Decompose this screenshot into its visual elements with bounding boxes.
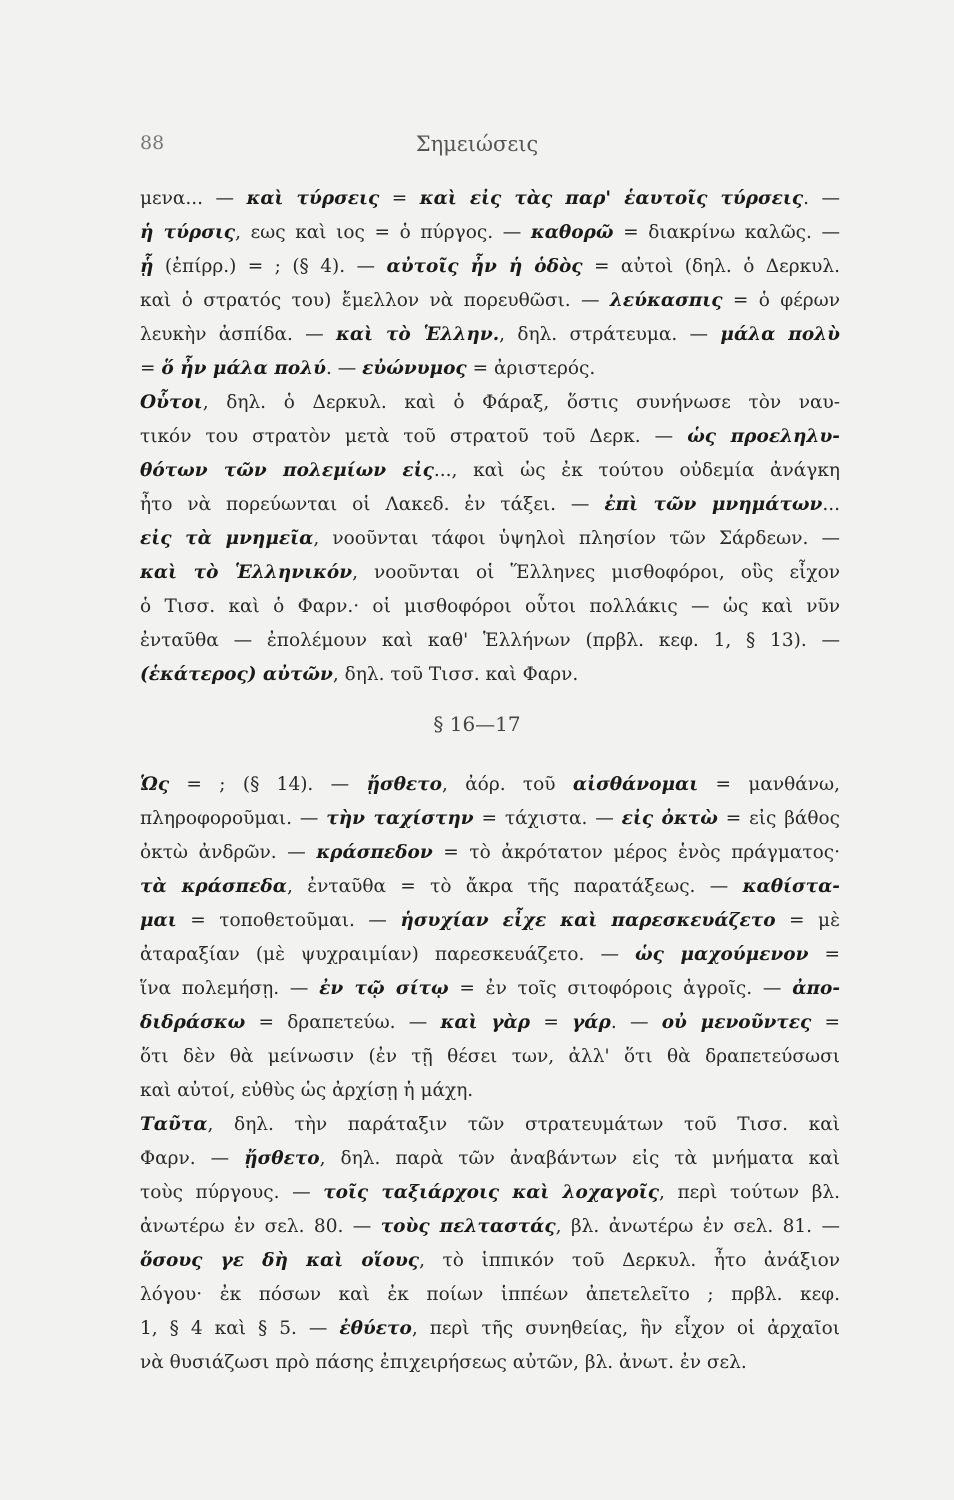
text-line: ἀταραξίαν (μὲ ψυχραιμίαν) παρεσκευάζετο. — ὡς μαχούμενον = [140, 944, 840, 965]
text-line: ἦτο νὰ πορεύωνται οἱ Λακεδ. ἐν τάξει. — ἐπὶ τῶν μνημάτων... [140, 494, 840, 515]
text-line: καὶ τὸ Ἑλληνικόν, νοοῦνται οἱ Ἕλληνες μισθοφόροι, οὓς εἶχον [140, 562, 840, 583]
text-line: διδράσκω = δραπετεύω. — καὶ γὰρ = γάρ. — οὐ μενοῦντες = [140, 1012, 840, 1033]
page-number: 88 [140, 132, 165, 154]
text-line: Φαρν. — ᾔσθετο, δηλ. παρὰ τῶν ἀναβάντων εἰς τὰ μνήματα καὶ [140, 1148, 840, 1169]
text-line: λόγου· ἐκ πόσων καὶ ἐκ ποίων ἱππέων ἀπετελεῖτο ; πρβλ. κεφ. [140, 1284, 840, 1305]
text-line: Ὡς = ; (§ 14). — ᾔσθετο, ἀόρ. τοῦ αἰσθάνομαι = μανθάνω, [140, 774, 840, 795]
text-line: πληροφοροῦμαι. — τὴν ταχίστην = τάχιστα. — εἰς ὀκτὼ = εἰς βάθος [140, 808, 840, 829]
text-line: ὀκτὼ ἀνδρῶν. — κράσπεδον = τὸ ἀκρότατον μέρος ἑνὸς πράγματος· [140, 842, 840, 863]
text-line: καὶ ὁ στρατός του) ἔμελλον νὰ πορευθῶσι. — λεύκασπις = ὁ φέρων [140, 290, 840, 311]
notes-block-1 [140, 182, 840, 692]
text-line: λευκὴν ἀσπίδα. — καὶ τὸ Ἑλλην., δηλ. στράτευμα. — μάλα πολὺ [140, 324, 840, 345]
text-line: εἰς τὰ μνημεῖα, νοοῦνται τάφοι ὑψηλοὶ πλησίον τῶν Σάρδεων. — [140, 528, 840, 549]
text-line: ὅτι δὲν θὰ μείνωσιν (ἐν τῇ θέσει των, ἀλλ' ὅτι θὰ δραπετεύσωσι [140, 1046, 840, 1067]
text-line: θότων τῶν πολεμίων εἰς..., καὶ ὡς ἐκ τούτου οὐδεμία ἀνάγκη [140, 460, 840, 481]
text-line: τικόν του στρατὸν μετὰ τοῦ στρατοῦ τοῦ Δερκ. — ὡς προεληλυ- [140, 426, 840, 447]
text-line: μαι = τοποθετοῦμαι. — ἡσυχίαν εἶχε καὶ παρεσκευάζετο = μὲ [140, 910, 840, 931]
notes-block-2 [140, 768, 840, 1380]
text-line: = ὅ ἦν μάλα πολύ. — εὐώνυμος = ἀριστερός. [140, 358, 596, 379]
text-line: Ταῦτα, δηλ. τὴν παράταξιν τῶν στρατευμάτων τοῦ Τισσ. καὶ [140, 1114, 840, 1135]
text-line: ἵνα πολεμήσῃ. — ἐν τῷ σίτῳ = ἐν τοῖς σιτοφόροις ἀγροῖς. — ἀπο- [140, 978, 840, 999]
text-line: ἡ τύρσις, εως καὶ ιος = ὁ πύργος. — καθορῶ = διακρίνω καλῶς. — [140, 222, 840, 243]
text-line: μενα... — καὶ τύρσεις = καὶ εἰς τὰς παρ' ἑαυτοῖς τύρσεις. — [140, 188, 840, 209]
running-title: Σημειώσεις [415, 132, 539, 156]
text-line: (ἑκάτερος) αὐτῶν, δηλ. τοῦ Τισσ. καὶ Φαρν. [140, 664, 579, 685]
text-line: νὰ θυσιάζωσι πρὸ πάσης ἐπιχειρήσεως αὐτῶν, βλ. ἀνωτ. ἐν σελ. [140, 1352, 747, 1373]
section-heading: § 16—17 [433, 712, 521, 736]
text-line: τὰ κράσπεδα, ἐνταῦθα = τὸ ἄκρα τῆς παρατάξεως. — καθίστα- [140, 876, 840, 897]
text-line: τοὺς πύργους. — τοῖς ταξιάρχοις καὶ λοχαγοῖς, περὶ τούτων βλ. [140, 1182, 840, 1203]
text-line: ὅσους γε δὴ καὶ οἵους, τὸ ἱππικόν τοῦ Δερκυλ. ἦτο ἀνάξιον [140, 1250, 840, 1271]
text-line: ἀνωτέρω ἐν σελ. 80. — τοὺς πελταστάς, βλ. ἀνωτέρω ἐν σελ. 81. — [140, 1216, 840, 1237]
text-line: ὁ Τισσ. καὶ ὁ Φαρν.· οἱ μισθοφόροι οὗτοι πολλάκις — ὡς καὶ νῦν [140, 596, 840, 617]
page-header [0, 132, 954, 162]
text-line: καὶ αὐτοί, εὐθὺς ὡς ἀρχίσῃ ἡ μάχη. [140, 1080, 474, 1101]
text-line: 1, § 4 καὶ § 5. — ἐθύετο, περὶ τῆς συνηθείας, ἣν εἶχον οἱ ἀρχαῖοι [140, 1318, 840, 1339]
text-line: ἐνταῦθα — ἐπολέμουν καὶ καθ' Ἑλλήνων (πρβλ. κεφ. 1, § 13). — [140, 630, 840, 651]
text-line: ᾗ (ἐπίρρ.) = ; (§ 4). — αὐτοῖς ἦν ἡ ὁδὸς = αὐτοὶ (δηλ. ὁ Δερκυλ. [140, 256, 840, 277]
text-line: Οὗτοι, δηλ. ὁ Δερκυλ. καὶ ὁ Φάραξ, ὅστις συνήνωσε τὸν ναυ- [140, 392, 840, 413]
